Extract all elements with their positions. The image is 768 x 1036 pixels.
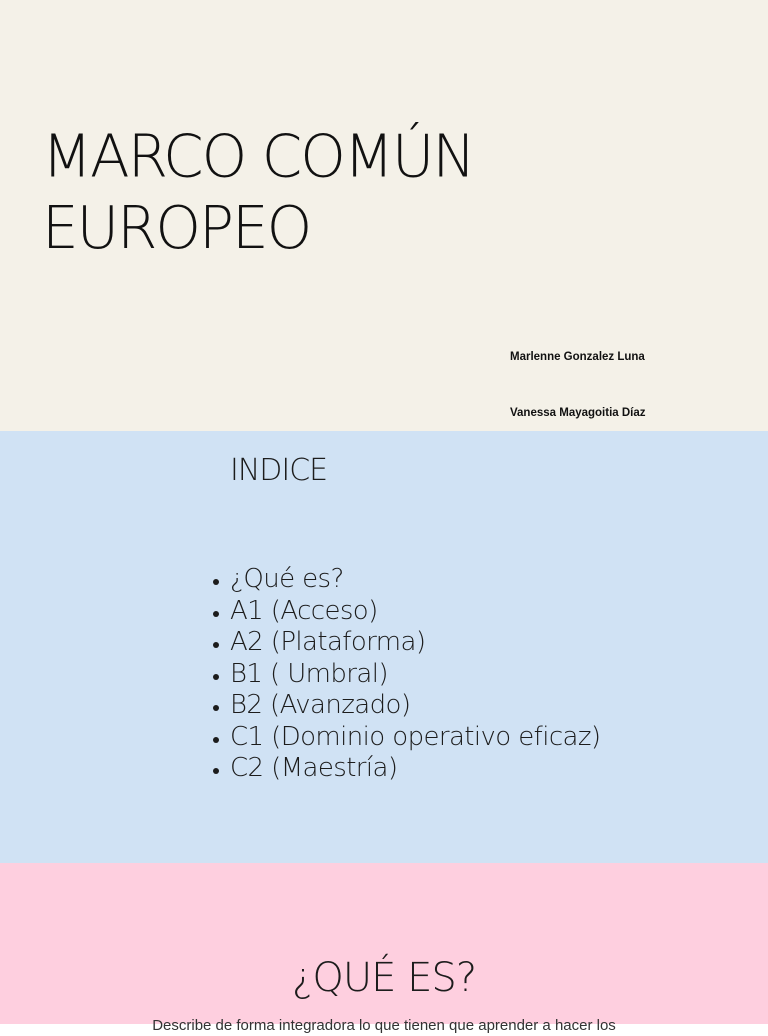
index-item: C2 (Maestría) <box>211 753 600 785</box>
document-title <box>42 121 474 264</box>
author-name: Vanessa Mayagoitia Díaz <box>510 406 646 419</box>
index-item: A2 (Plataforma) <box>211 627 600 659</box>
what-is-heading: ¿QUÉ ES? <box>291 955 477 1001</box>
author-name: Marlenne Gonzalez Luna <box>510 351 645 363</box>
what-is-body-text: Describe de forma integradora lo que tienen que aprender a hacer los <box>152 1017 616 1034</box>
cover-slide <box>0 0 768 431</box>
index-item: C1 (Dominio operativo eficaz) <box>211 722 600 754</box>
index-item: A1 (Acceso) <box>211 596 600 628</box>
document-title-line-2: EUROPEO <box>42 193 311 263</box>
index-item: ¿Qué es? <box>211 564 600 596</box>
what-is-slide <box>0 863 768 1034</box>
index-list <box>211 564 600 785</box>
index-item: B2 (Avanzado) <box>211 690 600 722</box>
document-title-line-1: MARCO COMÚN <box>42 121 474 191</box>
index-heading: INDICE <box>230 453 328 488</box>
index-slide <box>0 431 768 863</box>
index-item: B1 ( Umbral) <box>211 659 600 691</box>
